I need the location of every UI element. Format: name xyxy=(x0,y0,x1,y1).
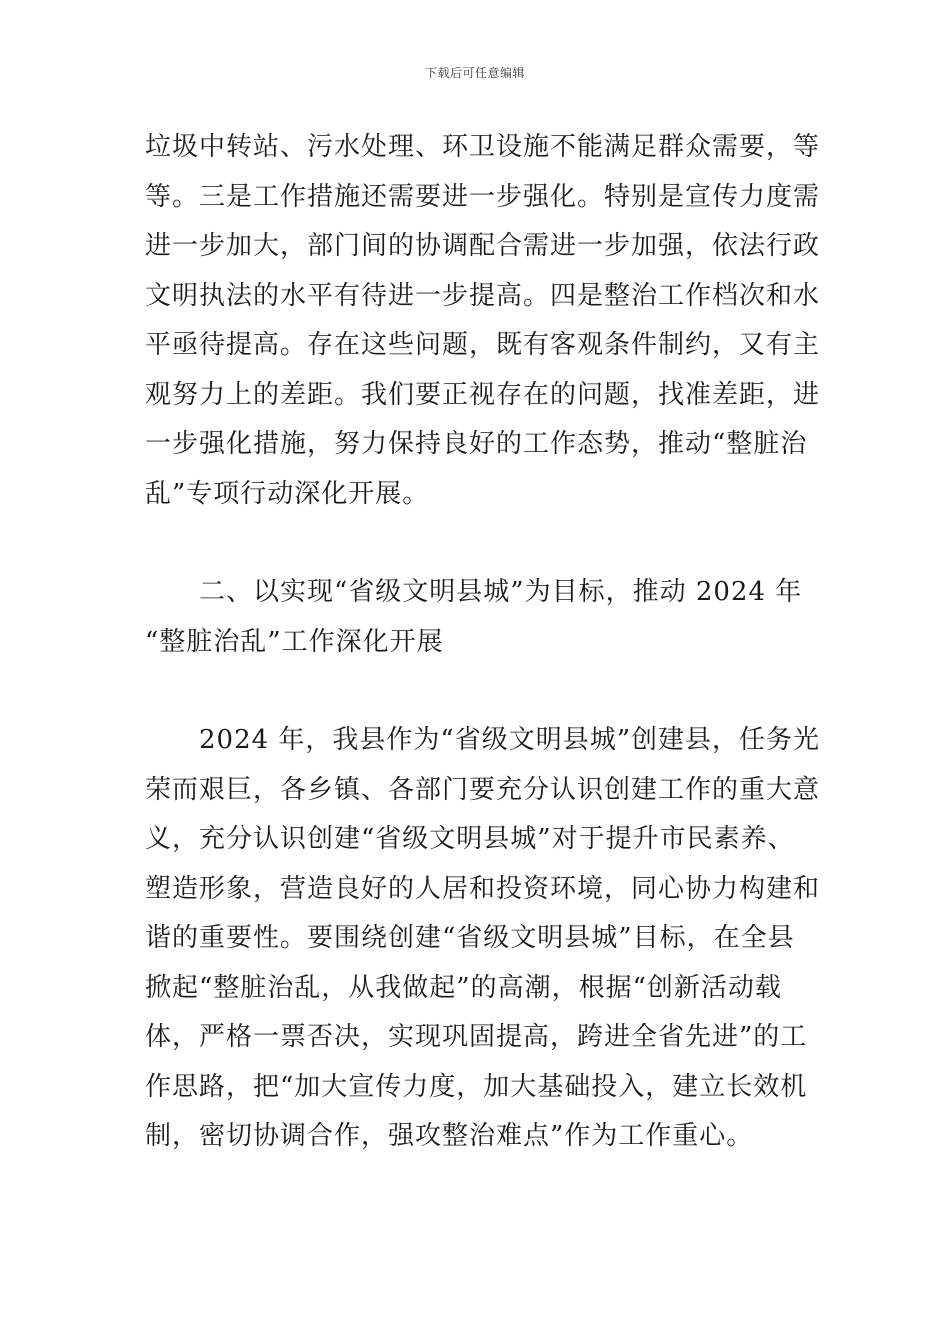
paragraph-line: 制，密切协调合作，强攻整治难点”作为工作重心。 xyxy=(145,1121,754,1151)
paragraph-line: 等。三是工作措施还需要进一步强化。特别是宣传力度需 xyxy=(145,181,821,212)
document-body xyxy=(145,123,821,1162)
paragraph-line: 进一步加大，部门间的协调配合需进一步加强，依法行政 xyxy=(145,231,821,261)
header-note: 下载后可任意编辑 xyxy=(424,66,525,80)
paragraph-line: 作思路，把“加大宣传力度，加大基础投入，建立长效机 xyxy=(145,1071,808,1102)
paragraph-spacer xyxy=(145,519,805,568)
section-heading xyxy=(145,568,805,667)
paragraph-line: 义，充分认识创建“省级文明县城”对于提升市民素养、 xyxy=(145,824,795,854)
paragraph-line: 塑造形象，营造良好的人居和投资环境，同心协力构建和 xyxy=(145,873,821,904)
paragraph-line: 文明执法的水平有待进一步提高。四是整治工作档次和水 xyxy=(145,280,821,311)
paragraph-spacer xyxy=(145,667,805,716)
paragraph-line: 乱”专项行动深化开展。 xyxy=(145,478,430,509)
paragraph-line: 一步强化措施，努力保持良好的工作态势，推动“整脏治 xyxy=(145,429,808,459)
paragraph-2 xyxy=(145,716,821,1162)
paragraph-line: 垃圾中转站、污水处理、环卫设施不能满足群众需要，等 xyxy=(145,132,821,162)
paragraph-line: 荣而艰巨，各乡镇、各部门要充分认识创建工作的重大意 xyxy=(145,774,821,805)
paragraph-line: 谐的重要性。要围绕创建“省级文明县城”目标，在全县 xyxy=(145,923,795,953)
paragraph-line: 平亟待提高。存在这些问题，既有客观条件制约，又有主 xyxy=(145,330,821,360)
paragraph-line: 2024 年，我县作为“省级文明县城”创建县，任务光 xyxy=(145,725,821,755)
heading-line: “整脏治乱”工作深化开展 xyxy=(145,626,444,657)
paragraph-line: 体，严格一票否决，实现巩固提高，跨进全省先进”的工 xyxy=(145,1022,808,1052)
heading-line: 二、以实现“省级文明县城”为目标，推动 2024 年 xyxy=(145,577,803,607)
paragraph-line: 掀起“整脏治乱，从我做起”的高潮，根据“创新活动载 xyxy=(145,972,782,1003)
paragraph-1 xyxy=(145,123,821,519)
paragraph-line: 观努力上的差距。我们要正视存在的问题，找准差距，进 xyxy=(145,379,821,410)
